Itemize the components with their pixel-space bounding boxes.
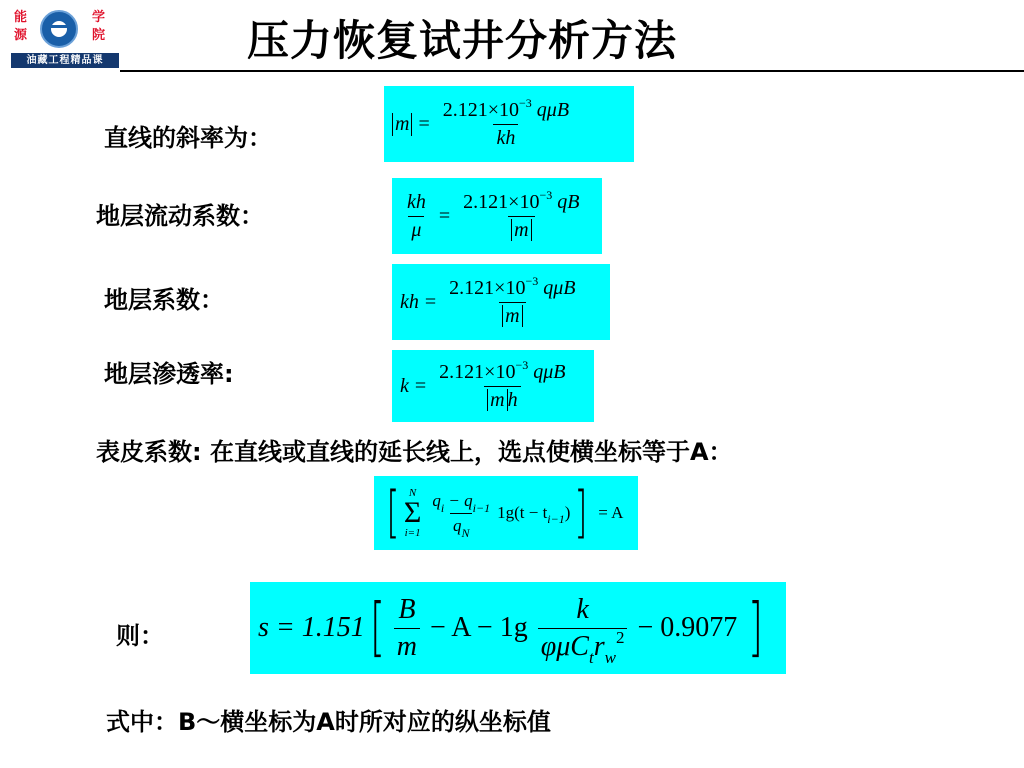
logo-char-yuan2: 院 — [92, 28, 106, 43]
then-label: 则： — [116, 622, 164, 650]
logo-char-yuan: 源 — [14, 28, 28, 43]
mobility-label: 地层流动系数： — [96, 202, 264, 230]
note-label: 式中：B～横坐标为A时所对应的纵坐标值 — [106, 708, 551, 736]
skin-label: 表皮系数: 在直线或直线的延长线上，选点使横坐标等于A： — [96, 438, 733, 466]
course-banner: 油藏工程精品课 — [11, 53, 119, 68]
logo-char-neng: 能 — [14, 10, 28, 25]
slope-formula: m = $\frac{2.121\times 10^{-3} q\mu B}{kh}$ — [384, 86, 634, 162]
coefficient-label: 地层系数： — [104, 286, 224, 314]
coefficient-formula: kh = $\frac{2.121\times 10^{-3} q\mu B}{m}$ — [392, 264, 610, 340]
mobility-formula: $\frac{kh}{\mu}$ = $\frac{2.121\times 10^{-3} qB}{m}$ — [392, 178, 602, 254]
page-title: 压力恢复试井分析方法 — [246, 16, 677, 65]
permeability-label: 地层渗透率: — [104, 360, 234, 388]
skin-sum-formula: [ N Σ i=1 $\frac{q_i - q_{i-1}}{q_N}$ 1g(t − t i−1 ) ] = A — [374, 476, 638, 550]
logo-char-xue: 学 — [92, 10, 106, 25]
permeability-formula: k = $\frac{2.121\times 10^{-3} q\mu B}{\text{m h}}$ — [392, 350, 594, 422]
summation-symbol: N Σ i=1 — [403, 487, 422, 539]
title-divider — [120, 70, 1024, 72]
skin-factor-formula: s = 1.151 [ $\frac{B}{m}$ − A − 1g $\frac{k}{\varphi\mu C_tr_w^2}$ − 0.9077 ] — [250, 582, 786, 674]
slope-label: 直线的斜率为： — [104, 124, 272, 152]
